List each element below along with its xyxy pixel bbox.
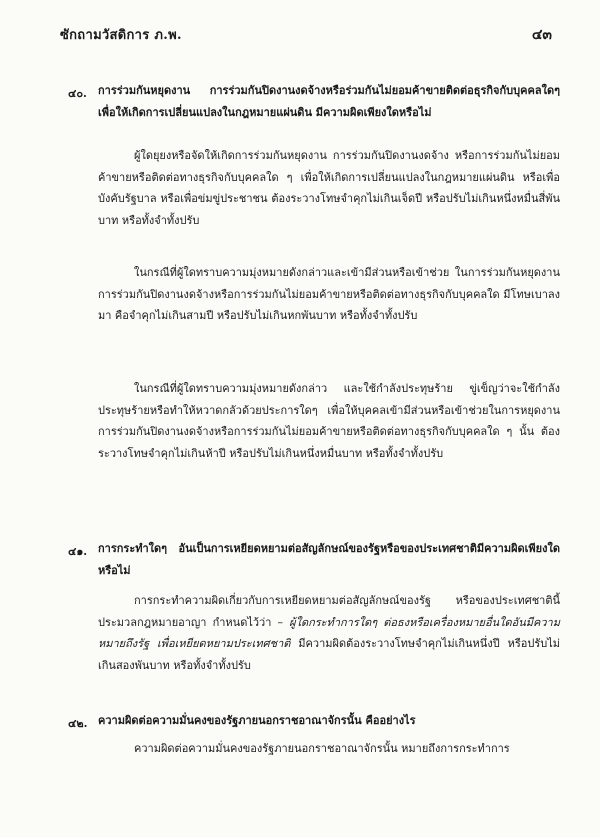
answer-41-intro: การกระทำความผิดเกี่ยวกับการเหยียดหยามต่อสัญลักษณ์ของรัฐ หรือของประเทศชาตินี้ ประมวลกฎหมายอาญา กำหนดไว้ว่า – — [98, 594, 560, 629]
question-number-40: ๔๐. — [68, 87, 87, 100]
answer-41-quoted-law: ผู้ใดกระทำการใดๆ ต่อธงหรือเครื่องหมายอื่นใดอันมีความหมายถึงรัฐ เพื่อเหยียดหยามประเทศชาติ — [98, 615, 560, 650]
question-42-answer-para-1: ความผิดต่อความมั่นคงของรัฐภายนอกราชอาณาจักรนั้น หมายถึงการกระทำการ — [134, 742, 510, 755]
question-40-text: การร่วมกันหยุดงาน การร่วมกันปิดงานงดจ้างหรือร่วมกันไม่ยอมค้าขายติดต่อธุรกิจกับบุคคลใดๆ เพื่อให้เกิดการเปลี่ยนแปลงในกฎหมายแผ่นดิน มีความผิดเพียงใดหรือไม่ — [98, 84, 560, 119]
running-header-title: ซักถามวัสดิการ ภ.พ. — [60, 28, 182, 43]
question-number-42: ๔๒. — [68, 717, 88, 730]
question-40-answer-para-2: ในกรณีที่ผู้ใดทราบความมุ่งหมายดังกล่าวและเข้ามีส่วนหรือเข้าช่วย ในการร่วมกันหยุดงาน การร่วมกันปิดงานงดจ้างหรือการร่วมกันไม่ยอมค้าขายหรือติดต่อทางธุรกิจกับบุคคลใด มีโทษเบาลงมา คือจำคุกไม่เกินสามปี หรือปรับไม่เกินหกพันบาท หรือทั้งจำทั้งปรับ — [98, 266, 560, 322]
page-number: ๔๓ — [531, 27, 552, 43]
question-41-answer-para-1 — [98, 590, 560, 676]
question-40-answer-para-3: ในกรณีที่ผู้ใดทราบความมุ่งหมายดังกล่าว และใช้กำลังประทุษร้าย ขู่เข็ญว่าจะใช้กำลังประทุษร้ายหรือทำให้หวาดกลัวด้วยประการใดๆ เพื่อให้บุคคลเข้ามีส่วนหรือเข้าช่วยในการหยุดงาน การร่วมกันปิดงานงดจ้างหรือการร่วมกันไม่ยอมค้าขายหรือติดต่อทางธุรกิจกับบุคคลใด ๆ นั้น ต้องระวางโทษจำคุกไม่เกินห้าปี หรือปรับไม่เกินหนึ่งหมื่นบาท หรือทั้งจำทั้งปรับ — [98, 382, 560, 460]
question-40-answer-para-1: ผู้ใดยุยงหรือจัดให้เกิดการร่วมกันหยุดงาน การร่วมกันปิดงานงดจ้าง หรือการร่วมกันไม่ยอมค้าขายหรือติดต่อทางธุรกิจกับบุคคลใด ๆ เพื่อให้เกิดการเปลี่ยนแปลงในกฎหมายแผ่นดิน หรือเพื่อบังคับรัฐบาล หรือเพื่อข่มขู่ประชาชน ต้องระวางโทษจำคุกไม่เกินเจ็ดปี หรือปรับไม่เกินหนึ่งหมื่นสี่พันบาท หรือทั้งจำทั้งปรับ — [98, 149, 560, 227]
question-42-text: ความผิดต่อความมั่นคงของรัฐภายนอกราชอาณาจักรนั้น คืออย่างไร — [98, 714, 416, 727]
question-number-41: ๔๑. — [68, 545, 88, 558]
answer-41-penalty: มีความผิดต้องระวางโทษจำคุกไม่เกินหนึ่งปี หรือปรับไม่เกินสองพันบาท หรือทั้งจำทั้งปรับ — [98, 637, 560, 672]
question-41-text: การกระทำใดๆ อันเป็นการเหยียดหยามต่อสัญลักษณ์ของรัฐหรือของประเทศชาติมีความผิดเพียงใดหรือไม่ — [98, 542, 560, 577]
